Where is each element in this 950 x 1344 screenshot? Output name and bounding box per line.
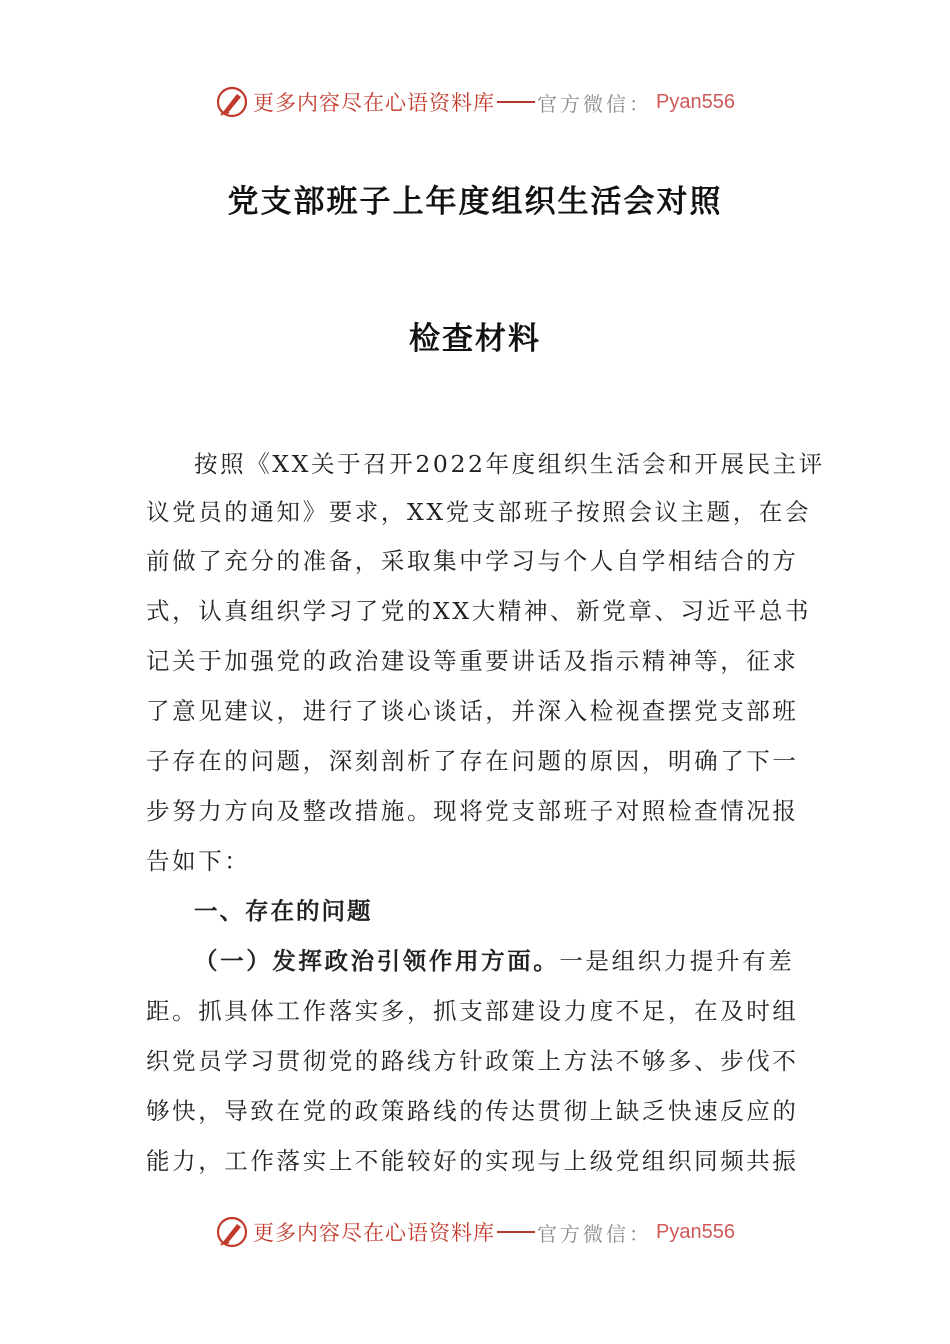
subsection-1-line-4: 够快，导致在党的政策路线的传达贯彻上缺乏快速反应的 (146, 1097, 799, 1125)
document-title-line-1: 党支部班子上年度组织生活会对照 (227, 184, 723, 220)
watermark-wechat-label: 官方微信： (537, 91, 653, 116)
watermark-wechat-id: Pyan556 (656, 1220, 735, 1243)
watermark-banner-top (0, 82, 950, 122)
section-heading-problems: 一、存在的问题 (194, 897, 373, 925)
intro-line-8: 步努力方向及整改措施。现将党支部班子对照检查情况报 (146, 797, 799, 825)
intro-line-6: 了意见建议，进行了谈心谈话，并深入检视查摆党支部班 (146, 697, 799, 725)
watermark-text: 更多内容尽在心语资料库 (253, 91, 496, 115)
subsection-1-first-line (194, 943, 806, 979)
intro-line-7: 子存在的问题，深刻剖析了存在问题的原因，明确了下一 (146, 747, 799, 775)
subsection-1-line-3: 织党员学习贯彻党的路线方针政策上方法不够多、步伐不 (146, 1047, 799, 1075)
subsection-1-line-2: 距。抓具体工作落实多，抓支部建设力度不足，在及时组 (146, 997, 799, 1025)
intro-line-1: 按照《XX关于召开2022年度组织生活会和开展民主评 (194, 450, 825, 478)
subsection-1-line-5: 能力，工作落实上不能较好的实现与上级党组织同频共振 (146, 1147, 799, 1175)
watermark-banner-bottom (0, 1212, 950, 1252)
watermark-wechat-label: 官方微信： (537, 1221, 653, 1246)
subsection-1-bold-lead: （一）发挥政治引领作用方面。 (194, 947, 560, 975)
intro-line-4: 式，认真组织学习了党的XX大精神、新党章、习近平总书 (146, 597, 812, 625)
subsection-1-first-line-rest: 一是组织力提升有差 (559, 947, 795, 975)
intro-line-3: 前做了充分的准备，采取集中学习与个人自学相结合的方 (146, 547, 799, 575)
document-title-line-2: 检查材料 (409, 321, 541, 357)
pen-logo-icon (215, 1215, 249, 1249)
watermark-separator (497, 1231, 535, 1233)
pen-logo-icon (215, 85, 249, 119)
intro-line-9: 告如下： (146, 847, 251, 875)
watermark-wechat-id: Pyan556 (656, 90, 735, 113)
watermark-separator (497, 101, 535, 103)
intro-line-2: 议党员的通知》要求，XX党支部班子按照会议主题，在会 (146, 498, 812, 526)
watermark-text: 更多内容尽在心语资料库 (253, 1221, 496, 1245)
intro-line-5: 记关于加强党的政治建设等重要讲话及指示精神等，征求 (146, 647, 799, 675)
